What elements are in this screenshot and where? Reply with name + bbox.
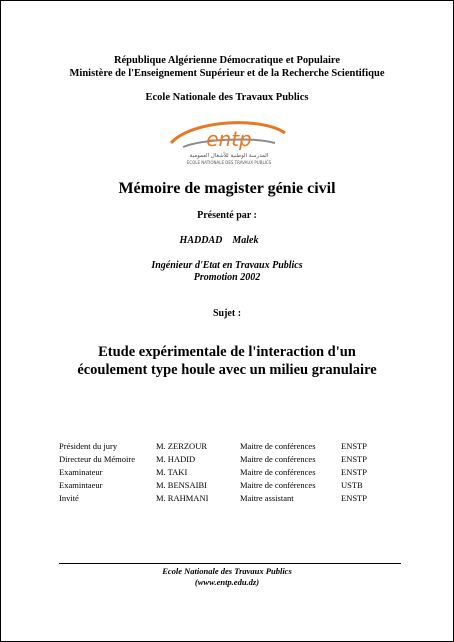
jury-name: M. ZERZOUR	[156, 441, 207, 451]
logo-caption: ECOLE NATIONALE DES TRAVAUX PUBLICS	[186, 160, 272, 165]
author-last: HADDAD	[179, 235, 223, 246]
republic-line: République Algérienne Démocratique et Populaire	[113, 55, 341, 66]
jury-title: Maitre de conférences	[240, 454, 316, 464]
jury-row	[59, 441, 381, 454]
jury-role: Examinateur	[59, 467, 103, 477]
jury-name: M. TAKI	[156, 467, 188, 477]
jury-inst: USTB	[341, 480, 363, 490]
jury-row	[59, 454, 381, 467]
ministry-line: Ministère de l'Enseignement Supérieur et de la Recherche Scientifique	[69, 68, 385, 79]
footer	[1, 566, 453, 588]
school-line: Ecole Nationale des Travaux Publics	[145, 92, 309, 103]
jury-row	[59, 493, 381, 506]
jury-role: Invité	[59, 493, 79, 503]
jury-title: Maitre de conférences	[240, 480, 316, 490]
jury-row	[59, 467, 381, 480]
entp-logo	[163, 113, 293, 169]
jury-title: Maitre de conférences	[240, 467, 316, 477]
subject-label: Sujet :	[212, 308, 242, 319]
subject-line-2: écoulement type houle avec un milieu granulaire	[77, 362, 377, 378]
jury-inst: ENSTP	[341, 441, 367, 451]
footer-school: Ecole Nationale des Travaux Publics	[162, 566, 292, 576]
jury-title: Maitre de conférences	[240, 441, 316, 451]
logo-arabic: المدرسة الوطنية للأشغال العمومية	[189, 153, 269, 159]
logo-wordmark: entp	[206, 127, 252, 151]
subject-line-1: Etude expérimentale de l'interaction d'un	[98, 344, 356, 360]
jury-name: M. BENSAIBI	[156, 480, 208, 490]
jury-title: Maitre assistant	[240, 493, 294, 503]
jury-inst: ENSTP	[341, 467, 367, 477]
jury-role: Examintaeur	[59, 480, 103, 490]
memoire-title: Mémoire de magister génie civil	[118, 180, 336, 197]
jury-name: M. HADID	[156, 454, 196, 464]
footer-rule	[59, 563, 401, 564]
jury-row	[59, 480, 381, 493]
jury-body	[59, 441, 381, 506]
presented-label: Présenté par :	[197, 210, 257, 221]
header-top	[1, 54, 453, 80]
footer-url: (www.entp.edu.dz)	[194, 577, 260, 587]
jury-role: Directeur du Mémoire	[59, 454, 135, 464]
jury-table	[59, 441, 381, 506]
subject-title	[1, 343, 453, 379]
author-first: Malek	[232, 235, 259, 246]
jury-inst: ENSTP	[341, 454, 367, 464]
jury-name: M. RAHMANI	[156, 493, 209, 503]
jury-role: Président du jury	[59, 441, 118, 451]
jury-inst: ENSTP	[341, 493, 367, 503]
promotion-line: Promotion 2002	[193, 272, 261, 283]
degree-line: Ingénieur d'Etat en Travaux Publics	[151, 260, 303, 271]
author-name	[0, 235, 445, 247]
degree-block	[1, 260, 453, 284]
